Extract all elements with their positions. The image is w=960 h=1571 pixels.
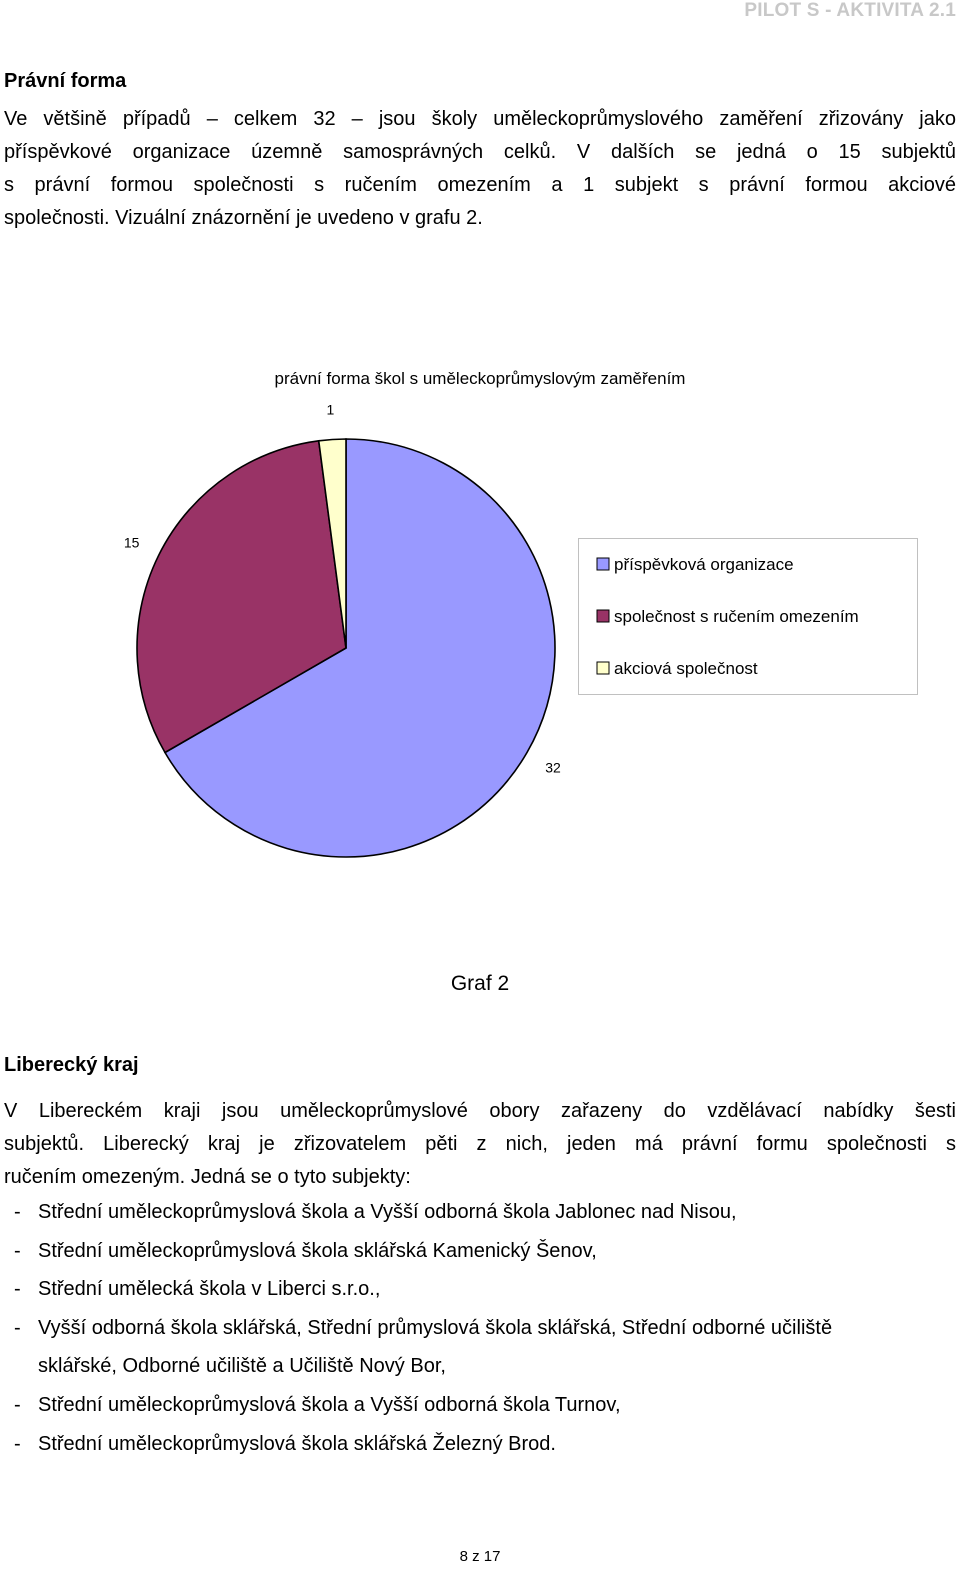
chart-title: právní forma škol s uměleckoprůmyslovým zaměřením (274, 369, 686, 388)
page-number: 8 z 17 (459, 1548, 501, 1565)
pie-data-label: 15 (123, 534, 140, 551)
legend-swatch (597, 610, 609, 622)
paragraph-line: s právní formou společnosti s ručením omezením a 1 subjekt s právní formou akciové (4, 174, 956, 196)
pie-data-label: 1 (326, 401, 335, 418)
pie-data-label: 32 (545, 759, 561, 776)
pie-chart (0, 350, 960, 910)
list-item: - Střední umělecká škola v Liberci s.r.o., (4, 1270, 956, 1309)
list-bullet: - (14, 1201, 21, 1223)
paragraph-line: V Libereckém kraji jsou uměleckoprůmyslové obory zařazeny do vzdělávací nabídky šesti (4, 1100, 956, 1122)
list-item-continuation: sklářské, Odborné učiliště a Učiliště Nový Bor, (38, 1355, 446, 1378)
paragraph-pravni-forma (4, 103, 956, 235)
school-list (4, 1193, 956, 1463)
paragraph-line: subjektů. Liberecký kraj je zřizovatelem pěti z nich, jeden má právní formu společnosti s (4, 1133, 956, 1155)
chart-legend (579, 539, 918, 695)
list-bullet: - (14, 1278, 21, 1301)
legend-label: akciová společnost (614, 659, 758, 678)
list-bullet: - (14, 1316, 21, 1339)
legend-swatch (597, 662, 609, 674)
legend-label: příspěvková organizace (614, 555, 794, 574)
list-item: - Střední uměleckoprůmyslová škola a Vyšší odborná škola Turnov, (4, 1386, 956, 1425)
chart-caption: Graf 2 (450, 972, 510, 995)
list-item: - Střední uměleckoprůmyslová škola sklářská Železný Brod. (4, 1425, 956, 1464)
paragraph-line: Ve většině případů – celkem 32 – jsou školy uměleckoprůmyslového zaměření zřizovány jako (4, 108, 956, 130)
list-item: - Střední uměleckoprůmyslová škola sklářská Kamenický Šenov, (4, 1232, 956, 1271)
list-bullet: - (14, 1432, 21, 1455)
section-heading-pravni-forma: Právní forma (4, 70, 127, 92)
document-header: PILOT S - AKTIVITA 2.1 (744, 0, 956, 21)
paragraph-line: ručením omezeným. Jedná se o tyto subjekty: (4, 1166, 411, 1188)
paragraph-line: příspěvkové organizace územně samosprávných celků. V dalších se jedná o 15 subjektů (4, 141, 956, 163)
legend-swatch (597, 558, 609, 570)
pie-slices (137, 439, 555, 857)
paragraph-line: společnosti. Vizuální znázornění je uvedeno v grafu 2. (4, 207, 483, 229)
pie-chart-svg (0, 350, 960, 910)
list-item: - Vyšší odborná škola sklářská, Střední průmyslová škola sklářská, Střední odborné učiliště sklářské, Odborné učiliště a Učiliště Nový Bor, (4, 1309, 956, 1386)
legend-label: společnost s ručením omezením (614, 607, 859, 626)
list-item: - Střední uměleckoprůmyslová škola a Vyšší odborná škola Jablonec nad Nisou, (4, 1193, 956, 1232)
paragraph-liberecky-kraj (4, 1095, 956, 1194)
list-bullet: - (14, 1393, 21, 1416)
section-heading-liberecky-kraj: Liberecký kraj (4, 1054, 139, 1076)
list-bullet: - (14, 1239, 21, 1262)
